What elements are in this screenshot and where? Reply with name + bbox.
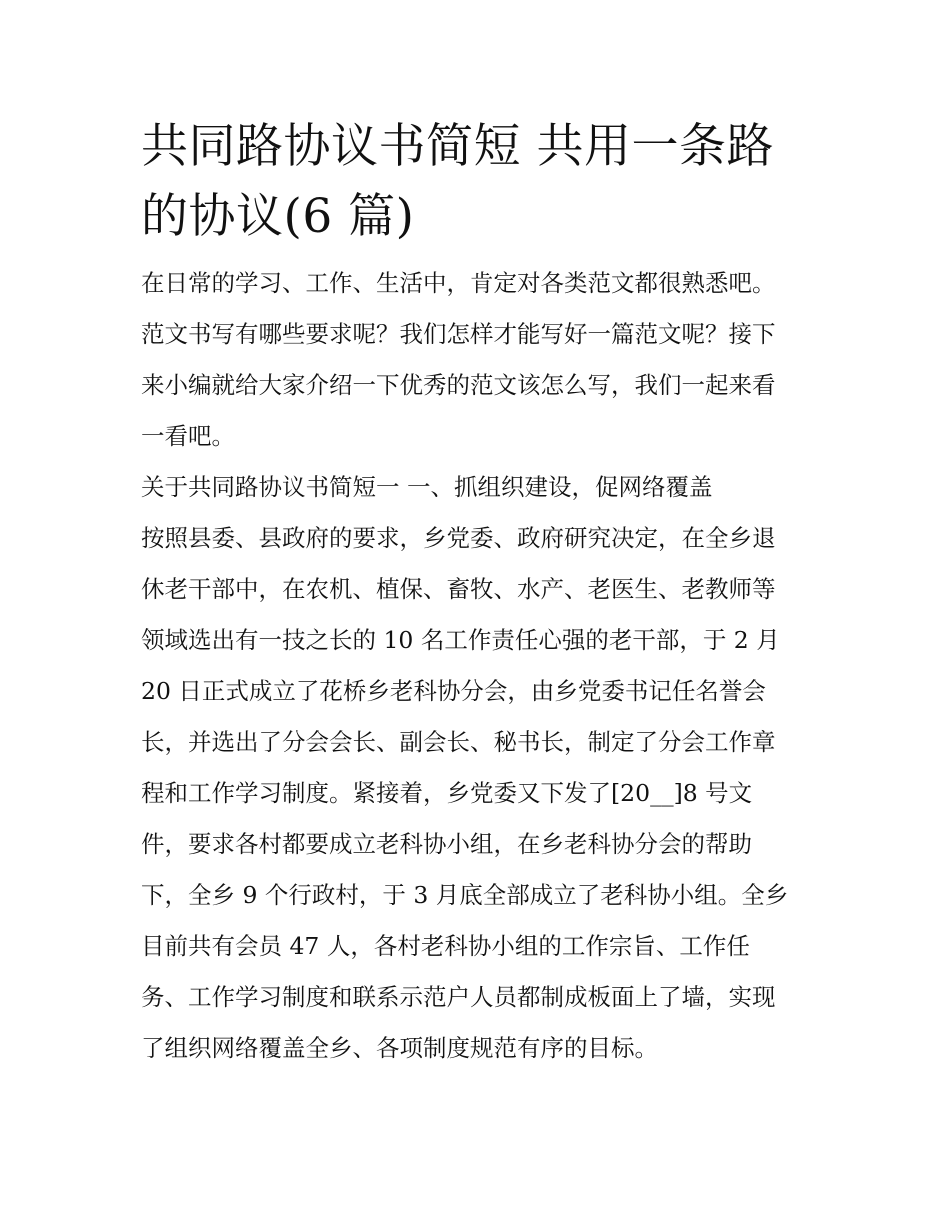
body-line: 件，要求各村都要成立老科协小组，在乡老科协分会的帮助 <box>141 830 752 858</box>
body-line: 了组织网络覆盖全乡、各项制度规范有序的目标。 <box>141 1034 658 1062</box>
body-line: 长，并选出了分会会长、副会长、秘书长，制定了分会工作章 <box>141 728 776 756</box>
intro-paragraph <box>141 258 813 462</box>
body-line: 程和工作学习制度。紧接着，乡党委又下发了[20__]8 号文 <box>141 779 753 807</box>
document-page <box>141 112 813 1074</box>
body-line: 目前共有会员 47 人，各村老科协小组的工作宗旨、工作任 <box>141 932 750 960</box>
body-line: 务、工作学习制度和联系示范户人员都制成板面上了墙，实现 <box>141 983 776 1011</box>
intro-line: 范文书写有哪些要求呢？我们怎样才能写好一篇范文呢？接下 <box>141 320 776 348</box>
intro-line: 来小编就给大家介绍一下优秀的范文该怎么写，我们一起来看 <box>141 371 776 399</box>
body-line: 下，全乡 9 个行政村，于 3 月底全部成立了老科协小组。全乡 <box>141 881 789 909</box>
section-heading: 关于共同路协议书简短一 一、抓组织建设，促网络覆盖 <box>141 473 713 501</box>
body-line: 休老干部中，在农机、植保、畜牧、水产、老医生、老教师等 <box>141 575 776 603</box>
intro-line: 在日常的学习、工作、生活中，肯定对各类范文都很熟悉吧。 <box>141 269 776 297</box>
title-line-2: 的协议(6 篇) <box>141 189 415 244</box>
body-line: 20 日正式成立了花桥乡老科协分会，由乡党委书记任名誉会 <box>141 677 766 705</box>
intro-line: 一看吧。 <box>141 422 235 450</box>
document-title <box>141 112 813 252</box>
body-line: 按照县委、县政府的要求，乡党委、政府研究决定，在全乡退 <box>141 524 776 552</box>
body-paragraph <box>141 513 813 1074</box>
body-line: 领域选出有一技之长的 10 名工作责任心强的老干部，于 2 月 <box>141 626 780 654</box>
title-line-1: 共同路协议书简短 共用一条路 <box>141 119 774 174</box>
